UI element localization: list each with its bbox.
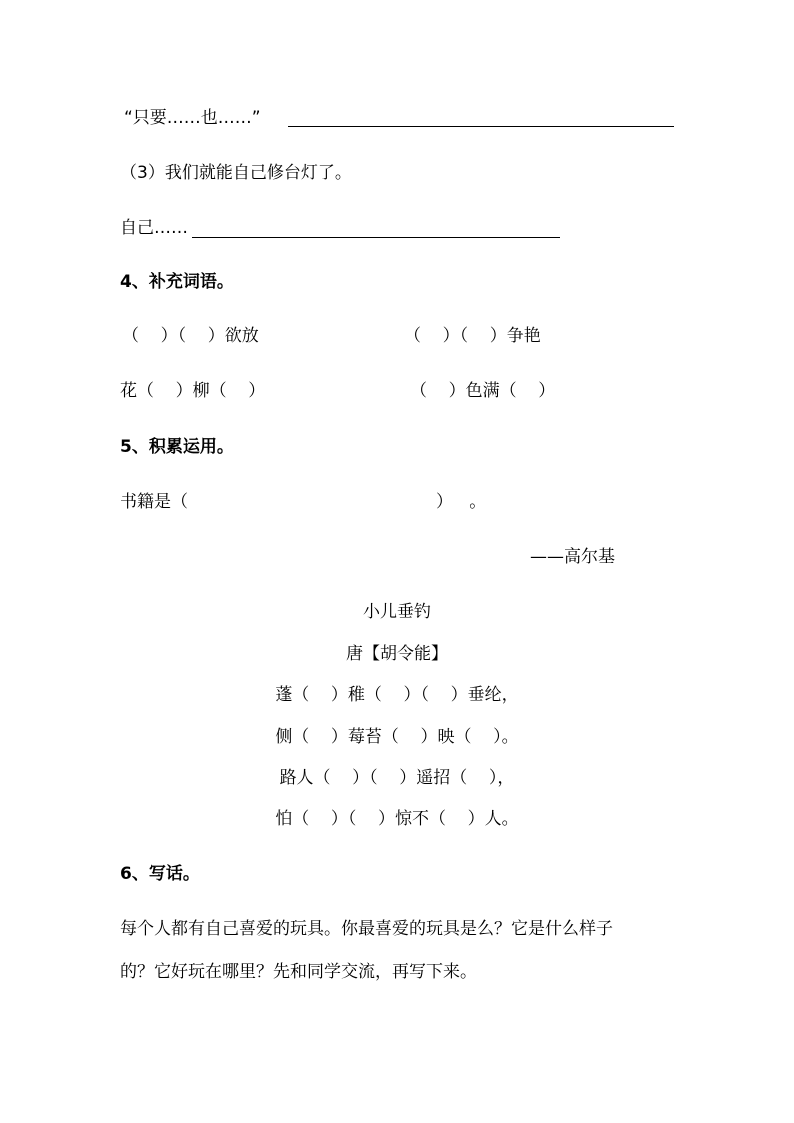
section-4-title: 4、补充词语。 — [120, 272, 234, 292]
pattern-ziji: 自己…… — [120, 218, 188, 238]
quote-attribution: ——高尔基 — [530, 547, 615, 567]
writing-prompt-line-1: 每个人都有自己喜爱的玩具。你最喜爱的玩具是么？它是什么样子 — [120, 919, 613, 939]
poem-line-3: 路人（ ）（ ）遥招（ ）， — [279, 768, 515, 788]
fill-word-2: （ ）（ ）争艳 — [404, 326, 541, 346]
fill-word-4: （ ）色满（ ） — [410, 381, 556, 401]
poem-line-2: 侧（ ）莓苔（ ）映（ ）。 — [275, 727, 519, 747]
poem-line-4: 怕（ ）（ ）惊不（ ）人。 — [275, 809, 519, 829]
quote-prefix: 书籍是（ — [120, 492, 188, 512]
poem-line-1: 蓬（ ）稚（ ）（ ）垂纶， — [275, 685, 519, 705]
question-3-sentence: （3）我们就能自己修台灯了。 — [120, 163, 352, 183]
writing-prompt-line-2: 的？它好玩在哪里？先和同学交流，再写下来。 — [120, 962, 477, 982]
fill-word-3: 花（ ）柳（ ） — [120, 381, 266, 401]
poem-author: 唐【胡令能】 — [346, 644, 448, 664]
poem-title: 小儿垂钓 — [363, 602, 431, 622]
fill-word-1: （ ）（ ）欲放 — [122, 326, 259, 346]
answer-line-q2 — [288, 126, 674, 127]
quote-suffix: ） 。 — [436, 492, 487, 512]
section-6-title: 6、写话。 — [120, 864, 200, 884]
answer-line-q3 — [192, 237, 560, 238]
section-5-title: 5、积累运用。 — [120, 437, 234, 457]
pattern-zhiyao-ye: “只要……也……” — [124, 108, 261, 128]
